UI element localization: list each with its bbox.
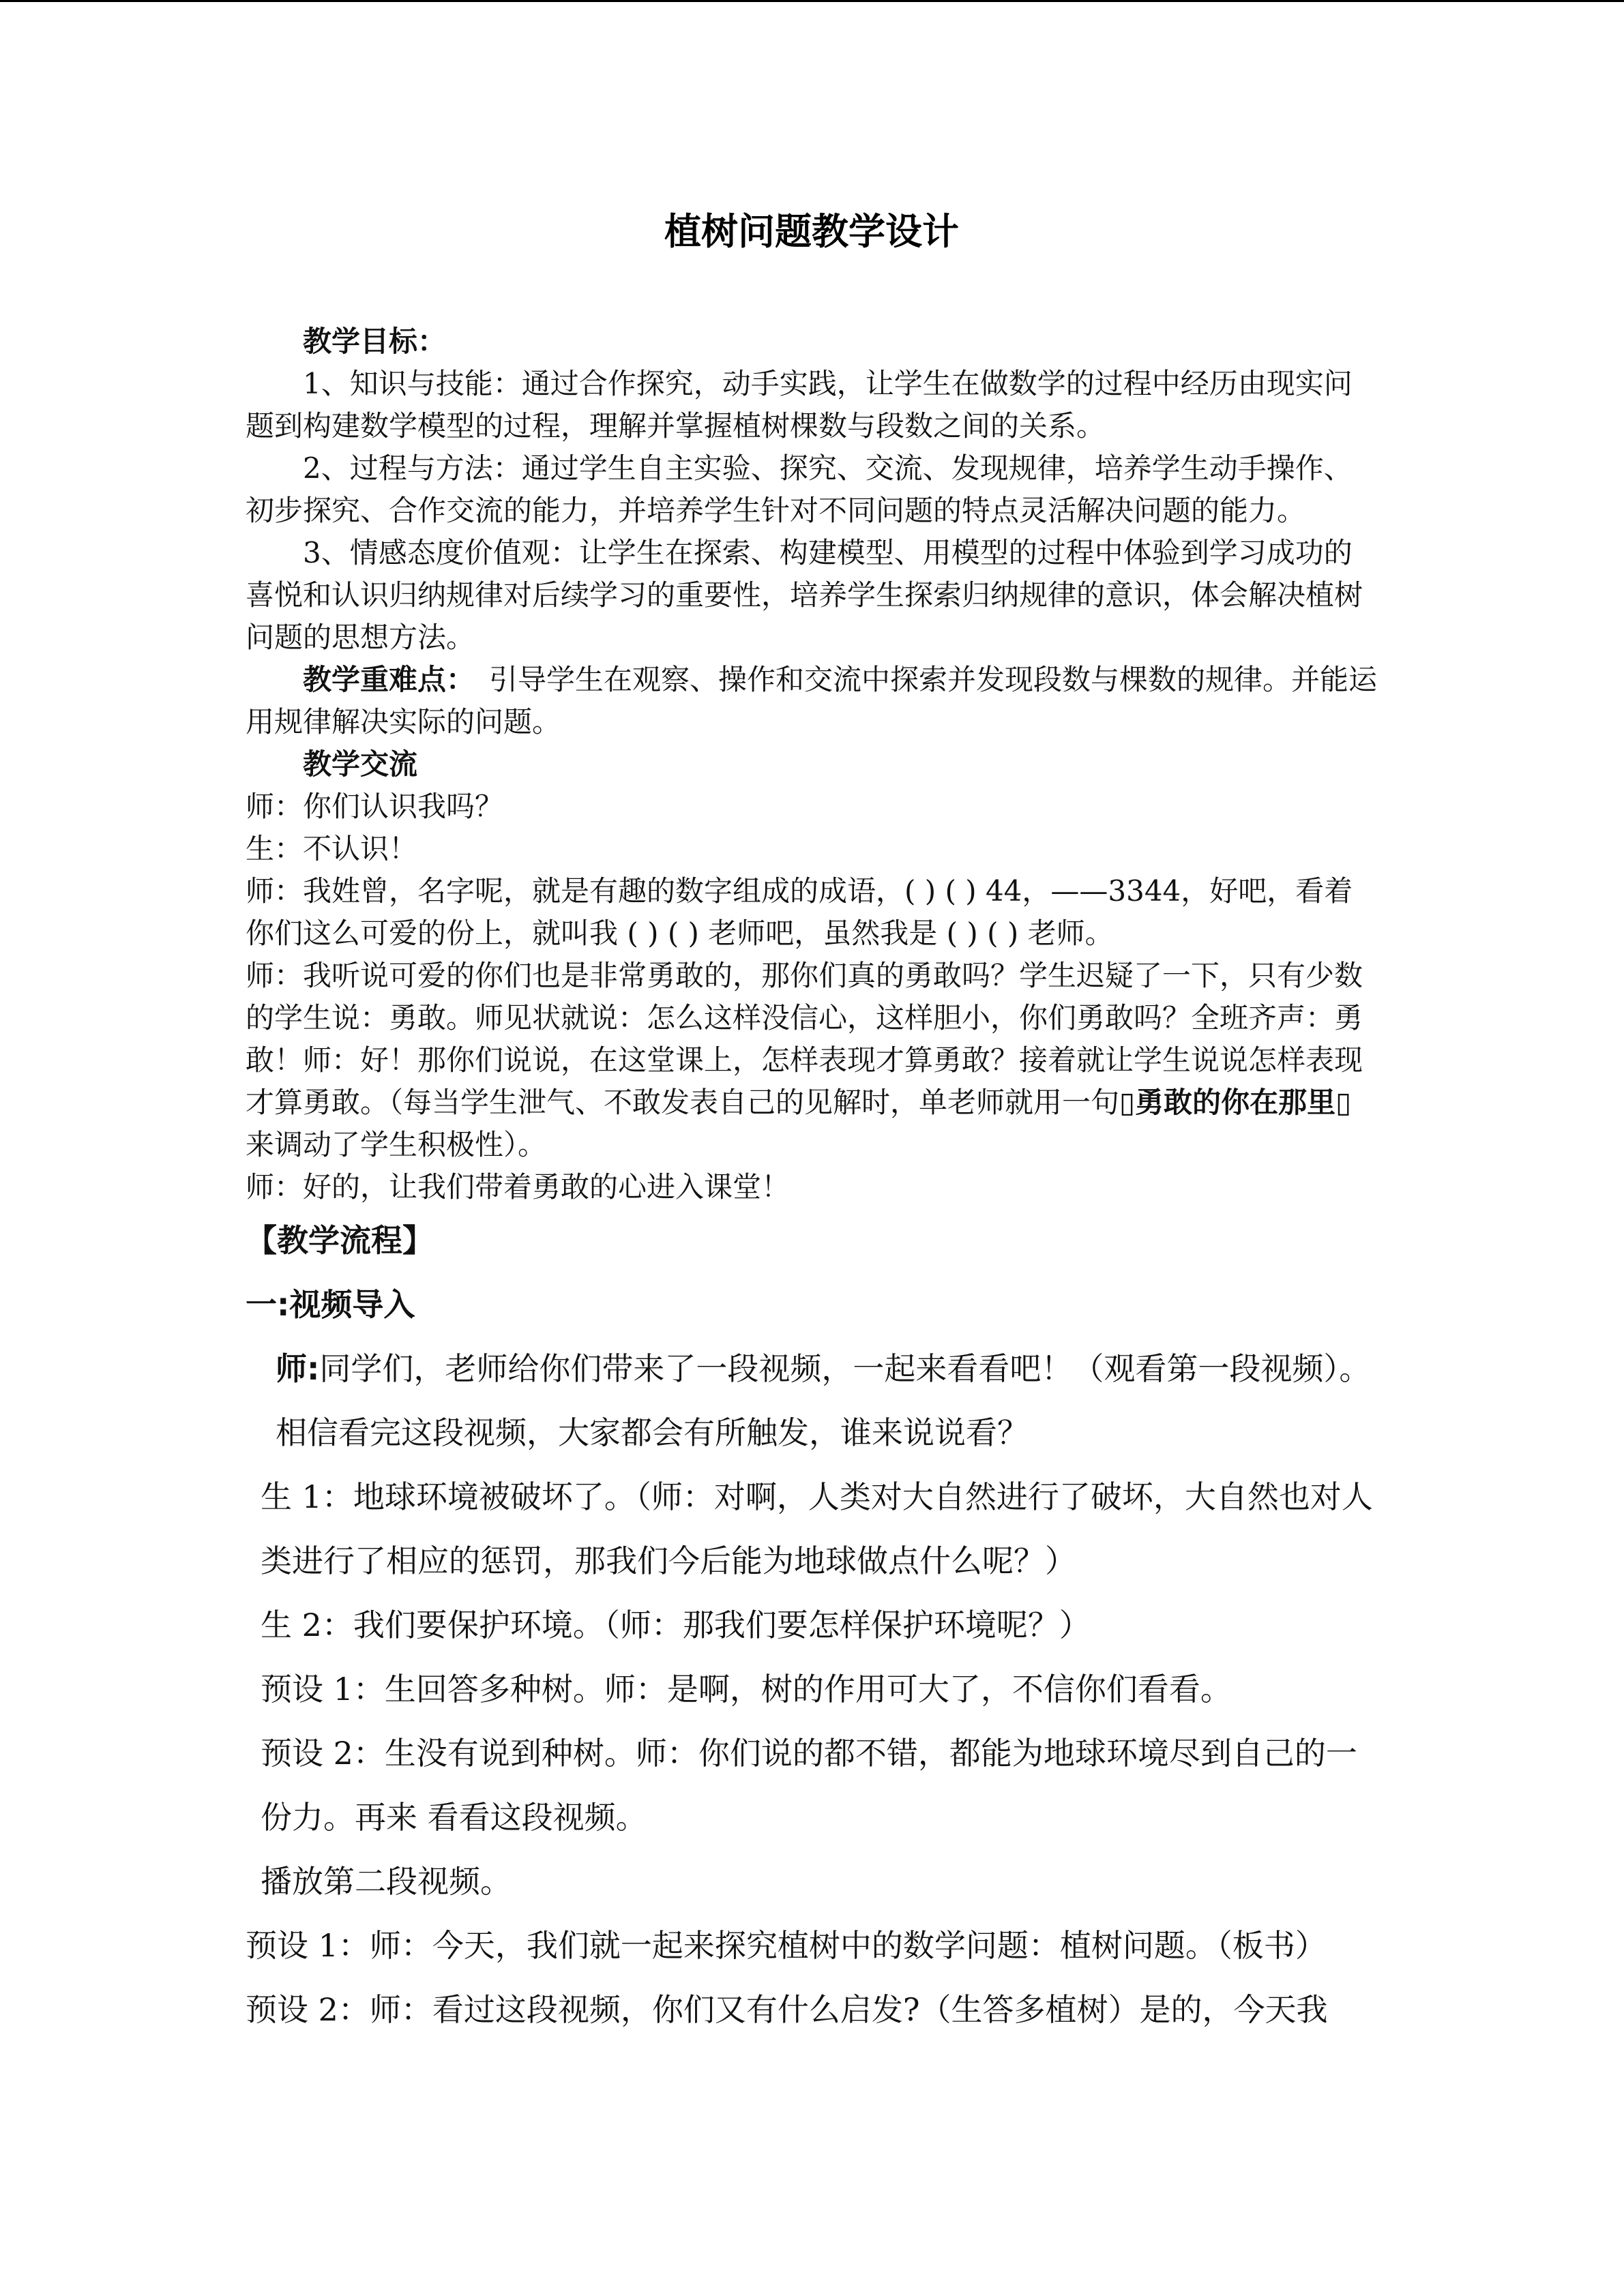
objectives-heading: 教学目标： bbox=[303, 325, 447, 358]
document-body bbox=[246, 205, 1378, 2042]
key-points-text: 引导学生在观察、操作和交流中探索并发现段数与棵数的规律。并能运用规律解决实际的问题。 bbox=[246, 663, 1378, 739]
section1-heading: 一:视频导入 bbox=[246, 1286, 415, 1323]
top-border bbox=[0, 0, 1624, 2]
section1-tail-line: 预设 1：师：今天，我们就一起来探究植树中的数学问题：植树问题。（板书） bbox=[246, 1927, 1327, 1964]
dialogue-line: 生：不认识！ bbox=[246, 832, 418, 865]
section1-line: 生 1：地球环境被破坏了。（师：对啊，人类对大自然进行了破坏，大自然也对人类进行了相应的惩罚，那我们今后能为地球做点什么呢？） bbox=[261, 1478, 1373, 1579]
key-points-label: 教学重难点： bbox=[303, 663, 461, 696]
key-points bbox=[246, 659, 1378, 743]
section1-line: 预设 1：生回答多种树。师：是啊，树的作用可大了，不信你们看看。 bbox=[261, 1671, 1232, 1708]
objective-1: 1、知识与技能：通过合作探究，动手实践，让学生在做数学的过程中经历由现实问题到构建数学模型的过程，理解并掌握植树棵数与段数之间的关系。 bbox=[246, 367, 1353, 443]
brave-text: 师：我听说可爱的你们也是非常勇敢的，那你们真的勇敢吗？学生迟疑了一下，只有少数的学生说：勇敢。师见状就说：怎么这样没信心，这样胆小，你们勇敢吗？全班齐声：勇敢！师：好！那你们说说，在这堂课上，怎样表现才算勇敢？接着就让学生说说怎样表现才算勇敢。（每当学生泄气、不敢发表自己的见解时，单老师就用一句 bbox=[246, 959, 1363, 1119]
process-heading: 【教学流程】 bbox=[246, 1222, 434, 1259]
exchange-heading: 教学交流 bbox=[303, 747, 418, 781]
dialogue-line: 师：我姓曾，名字呢，就是有趣的数字组成的成语，( ) ( ) 44，——3344，好吧，看着你们这么可爱的份上，就叫我 ( ) ( ) 老师吧，虽然我是 ( ) ( ) 老师。 bbox=[246, 874, 1353, 950]
brave-paragraph bbox=[246, 955, 1378, 1166]
section1-line: 播放第二段视频。 bbox=[261, 1863, 512, 1900]
teacher-text: 同学们，老师给你们带来了一段视频，一起来看看吧！（观看第一段视频）。相信看完这段视频，大家都会有所触发，谁来说说看？ bbox=[276, 1350, 1371, 1451]
teacher-label: 师: bbox=[276, 1350, 320, 1387]
brave-text-end: 来调动了学生积极性）。 bbox=[246, 1128, 547, 1161]
dialogue-line: 师：你们认识我吗？ bbox=[246, 790, 504, 823]
section1-line: 生 2：我们要保护环境。（师：那我们要怎样保护环境呢？） bbox=[261, 1607, 1091, 1643]
page-title: 植树问题教学设计 bbox=[664, 210, 959, 253]
objective-2: 2、过程与方法：通过学生自主实验、探究、交流、发现规律，培养学生动手操作、初步探究、合作交流的能力，并培养学生针对不同问题的特点灵活解决问题的能力。 bbox=[246, 451, 1353, 527]
closing-line: 师：好的，让我们带着勇敢的心进入课堂！ bbox=[246, 1170, 791, 1204]
brave-quote: ▯勇敢的你在那里▯ bbox=[1119, 1086, 1352, 1119]
section1-line: 预设 2：生没有说到种树。师：你们说的都不错，都能为地球环境尽到自己的一份力。再来 看看这段视频。 bbox=[261, 1735, 1357, 1836]
section1-teacher bbox=[246, 1337, 1378, 1465]
objective-3: 3、情感态度价值观：让学生在探索、构建模型、用模型的过程中体验到学习成功的喜悦和认识归纳规律对后续学习的重要性，培养学生探索归纳规律的意识，体会解决植树问题的思想方法。 bbox=[246, 536, 1363, 654]
section1-tail-line: 预设 2：师：看过这段视频，你们又有什么启发?（生答多植树）是的，今天我 bbox=[246, 1991, 1328, 2028]
